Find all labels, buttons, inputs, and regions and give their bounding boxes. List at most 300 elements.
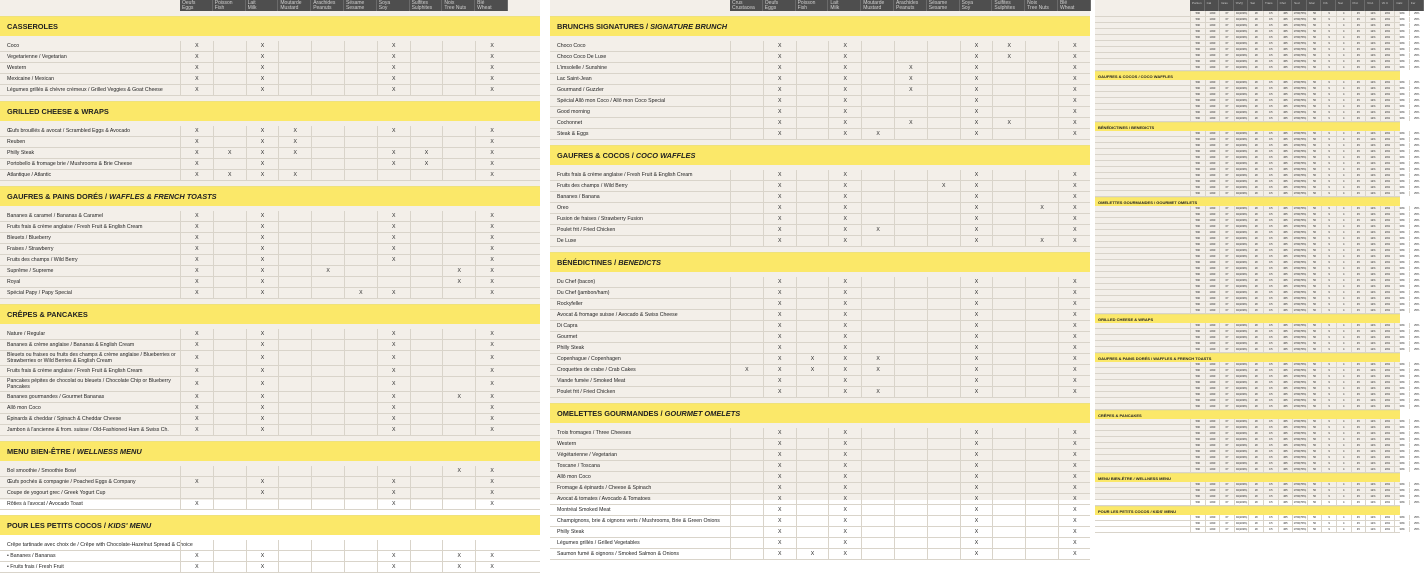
nutrition-cell: 1030 [1205,260,1220,265]
column-name-en: Sulphites [411,5,433,11]
allergen-cell [1025,365,1058,375]
allergen-mark: X [1058,365,1091,375]
allergen-mark: X [1058,450,1091,460]
nutrition-cell: 30% [1394,230,1409,235]
allergen-cell [311,222,344,232]
nutrition-cell: 25% [1409,35,1424,40]
nutrition-cell: 25% [1409,419,1424,424]
nutrition-cell: 1760(76%) [1293,444,1307,447]
nutrition-cell: 465 [1278,212,1293,217]
nutrition-cell: 30% [1394,488,1409,493]
nutrition-cell: 1760(76%) [1293,132,1307,135]
nutrition-cell: 4 [1336,380,1351,385]
nutrition-cell: 20% [1380,224,1395,229]
allergen-cell [213,477,246,487]
nutrition-cell: 45 [1351,35,1366,40]
allergen-cell [278,551,311,561]
nutrition-cell: 20% [1380,443,1395,448]
nutrition-cell: 1760(76%) [1293,30,1307,33]
nutrition-cell: 4 [1336,53,1351,58]
nutrition-cell: 590 [1190,494,1205,499]
allergen-mark: X [278,137,311,147]
allergen-cell [861,203,894,213]
nutrition-cell: 67 [1219,65,1234,70]
nutrition-cell: 30% [1394,161,1409,166]
nutrition-cell: 20% [1380,368,1395,373]
nutrition-cell: 67 [1219,392,1234,397]
allergen-mark: X [475,477,508,487]
nutrition-item-name [1095,347,1190,352]
nutrition-cell: 45 [1351,419,1366,424]
nutrition-cell: 67 [1219,284,1234,289]
nutrition-cell: 0.5 [1263,488,1278,493]
allergen-cell [992,170,1025,180]
nutrition-cell: 30% [1394,341,1409,346]
nutrition-cell: 0.5 [1263,494,1278,499]
nutrition-cell: 1030 [1205,230,1220,235]
nutrition-cell: 30% [1394,404,1409,409]
nutrition-cell: 1760(76%) [1293,267,1307,270]
nutrition-cell: 94(103%) [1234,362,1249,367]
nutrition-cell: 67 [1219,167,1234,172]
allergen-mark: X [992,52,1025,62]
nutrition-cell: 20% [1380,104,1395,109]
nutrition-cell: 67 [1219,149,1234,154]
allergen-cell [796,310,829,320]
nutrition-cell: 30% [1394,41,1409,46]
allergen-mark: X [475,551,508,561]
allergen-cell [894,483,927,493]
allergen-mark: X [442,551,475,561]
allergen-cell [927,505,960,515]
nutrition-cell: 45 [1351,329,1366,334]
section-header [550,252,1090,272]
allergen-mark: X [960,118,993,128]
nutrition-cell: 30% [1394,302,1409,307]
nutrition-cell: 12% [1365,17,1380,22]
allergen-mark: X [763,277,796,287]
allergen-mark: X [1058,527,1091,537]
nutrition-cell: 4 [1336,500,1351,505]
nutrition-cell: 56 [1307,515,1322,520]
allergen-cell [796,63,829,73]
allergen-cell [410,233,443,243]
allergen-cell [894,277,927,287]
nutrition-cell: 94(103%) [1234,155,1249,160]
allergen-cell [410,126,443,136]
nutrition-cell: 25% [1409,143,1424,148]
nutrition-cell: 94(103%) [1234,392,1249,397]
allergen-table-left [0,0,540,570]
nutrition-cell: 1030 [1205,98,1220,103]
nutrition-cell: 56 [1307,380,1322,385]
nutrition-cell: 0.5 [1263,335,1278,340]
item-name: • Bananes / Bananas [7,553,56,559]
nutrition-cell: 465 [1278,191,1293,196]
nutrition-cell: 56 [1307,224,1322,229]
allergen-cell [410,244,443,254]
nutrition-item-name [1095,467,1190,472]
allergen-mark: X [763,63,796,73]
nutrition-cell: 465 [1278,437,1293,442]
nutrition-cell: 30% [1394,59,1409,64]
nutrition-cell: 4 [1336,302,1351,307]
nutrition-item-name [1095,302,1190,307]
allergen-cell [992,214,1025,224]
nutrition-cell: 20% [1380,155,1395,160]
table-row [550,41,1090,52]
allergen-cell [992,354,1025,364]
nutrition-cell: 465 [1278,29,1293,34]
allergen-cell [442,488,475,498]
nutrition-cell: 30% [1394,362,1409,367]
allergen-mark: X [763,538,796,548]
nutrition-cell: 9 [1321,29,1336,34]
allergen-mark: X [180,63,213,73]
nutrition-cell: 590 [1190,278,1205,283]
column-name: Oeufs [764,0,779,6]
nutrition-cell: 45 [1351,278,1366,283]
nutrition-cell: 18 [1248,494,1263,499]
allergen-mark: X [475,137,508,147]
nutrition-cell: 4 [1336,521,1351,526]
nutrition-cell: 465 [1278,278,1293,283]
nutrition-cell: 590 [1190,161,1205,166]
nutrition-cell: 18 [1248,185,1263,190]
nutrition-cell: 12% [1365,323,1380,328]
nutrition-cell: 9 [1321,35,1336,40]
nutrition-column-header: Portion [1190,0,1205,11]
allergen-cell [278,74,311,84]
nutrition-cell: 12% [1365,494,1380,499]
table-row [0,74,540,85]
allergen-cell [213,499,246,509]
nutrition-column-header: %VQ [1234,0,1249,11]
allergen-cell [927,343,960,353]
allergen-mark: X [1058,277,1091,287]
nutrition-cell: 67 [1219,236,1234,241]
allergen-cell [992,549,1025,559]
nutrition-cell: 0.5 [1263,35,1278,40]
nutrition-cell: 0.5 [1263,92,1278,97]
nutrition-cell: 18 [1248,335,1263,340]
allergen-cell [1025,439,1058,449]
item-name: De Luxe [557,238,577,244]
allergen-cell [311,41,344,51]
allergen-cell [410,377,443,391]
allergen-cell [344,244,377,254]
nutrition-cell: 12% [1365,179,1380,184]
allergen-mark: X [1058,236,1091,246]
nutrition-cell: 94(103%) [1234,167,1249,172]
allergen-cell [344,403,377,413]
allergen-cell [377,540,410,550]
allergen-cell [213,74,246,84]
allergen-cell [992,236,1025,246]
allergen-cell [927,494,960,504]
nutrition-cell: 30% [1394,23,1409,28]
nutrition-cell: 56 [1307,467,1322,472]
allergen-cell [796,170,829,180]
nutrition-cell: 30% [1394,224,1409,229]
column-header [861,0,894,11]
allergen-cell [213,329,246,339]
nutrition-section-header: GAUFRES & PAINS DORÉS / WAFFLES & FRENCH TOASTS [1095,353,1400,362]
nutrition-cell: 94(103%) [1234,455,1249,460]
nutrition-cell: 1760(76%) [1293,261,1307,264]
nutrition-item-name [1095,191,1190,196]
nutrition-cell: 25% [1409,110,1424,115]
nutrition-cell: 12% [1365,266,1380,271]
nutrition-cell: 1760(76%) [1293,285,1307,288]
allergen-cell [992,181,1025,191]
allergen-mark: X [377,351,410,365]
allergen-cell [927,354,960,364]
nutrition-cell: 1030 [1205,218,1220,223]
nutrition-cell: 25% [1409,368,1424,373]
table-row [550,483,1090,494]
nutrition-cell: 18 [1248,431,1263,436]
nutrition-cell: 45 [1351,236,1366,241]
nutrition-cell: 18 [1248,266,1263,271]
nutrition-cell: 25% [1409,149,1424,154]
nutrition-cell: 56 [1307,527,1322,532]
allergen-cell [796,494,829,504]
nutrition-cell: 1030 [1205,143,1220,148]
allergen-cell [1025,129,1058,139]
nutrition-cell: 9 [1321,431,1336,436]
nutrition-cell: 18 [1248,488,1263,493]
nutrition-cell: 1760(76%) [1293,426,1307,429]
nutrition-cell: 1030 [1205,398,1220,403]
nutrition-cell: 0.5 [1263,206,1278,211]
nutrition-cell: 67 [1219,419,1234,424]
allergen-cell [475,540,508,550]
allergen-mark: X [180,477,213,487]
nutrition-cell: 9 [1321,488,1336,493]
table-row [550,332,1090,343]
nutrition-cell: 1030 [1205,242,1220,247]
nutrition-cell: 1030 [1205,104,1220,109]
nutrition-cell: 1030 [1205,59,1220,64]
nutrition-cell: 0.5 [1263,185,1278,190]
table-row [550,461,1090,472]
nutrition-cell: 1760(76%) [1293,66,1307,69]
nutrition-cell: 18 [1248,224,1263,229]
nutrition-cell: 0.5 [1263,431,1278,436]
nutrition-column-header: Sat [1248,0,1263,11]
nutrition-cell: 465 [1278,230,1293,235]
allergen-cell [344,137,377,147]
allergen-mark: X [763,181,796,191]
nutrition-cell: 25% [1409,65,1424,70]
nutrition-cell: 9 [1321,341,1336,346]
nutrition-cell: 45 [1351,110,1366,115]
allergen-cell [730,354,763,364]
table-row [0,351,540,366]
column-header [213,0,246,11]
nutrition-cell: 4 [1336,455,1351,460]
nutrition-cell: 590 [1190,29,1205,34]
allergen-cell [992,428,1025,438]
nutrition-cell: 20% [1380,296,1395,301]
nutrition-cell: 1030 [1205,500,1220,505]
nutrition-cell: 45 [1351,386,1366,391]
nutrition-cell: 590 [1190,449,1205,454]
nutrition-cell: 18 [1248,437,1263,442]
nutrition-cell: 67 [1219,248,1234,253]
allergen-cell [410,170,443,180]
nutrition-cell: 94(103%) [1234,179,1249,184]
nutrition-column-header: Vit C [1380,0,1395,11]
nutrition-cell: 45 [1351,206,1366,211]
nutrition-cell: 1030 [1205,515,1220,520]
allergen-cell [180,488,213,498]
allergen-mark: X [828,494,861,504]
nutrition-cell: 4 [1336,386,1351,391]
allergen-mark: X [246,63,279,73]
allergen-mark: X [246,329,279,339]
nutrition-cell: 94(103%) [1234,254,1249,259]
nutrition-cell: 94(103%) [1234,431,1249,436]
nutrition-cell: 45 [1351,437,1366,442]
nutrition-cell: 465 [1278,521,1293,526]
nutrition-cell: 1030 [1205,224,1220,229]
section-title: MENU BIEN-ÊTRE / [7,447,77,456]
nutrition-cell: 30% [1394,254,1409,259]
nutrition-cell: 1760(76%) [1293,456,1307,459]
allergen-mark: X [246,211,279,221]
nutrition-cell: 56 [1307,425,1322,430]
nutrition-cell: 0.5 [1263,296,1278,301]
allergen-mark: X [960,472,993,482]
allergen-cell [861,277,894,287]
allergen-mark: X [311,266,344,276]
nutrition-cell: 25% [1409,161,1424,166]
allergen-mark: X [475,126,508,136]
nutrition-cell: 18 [1248,131,1263,136]
allergen-cell [278,540,311,550]
nutrition-cell: 45 [1351,284,1366,289]
allergen-cell [796,96,829,106]
nutrition-cell: 94(103%) [1234,521,1249,526]
nutrition-cell: 56 [1307,137,1322,142]
nutrition-cell: 30% [1394,80,1409,85]
nutrition-item-name [1095,260,1190,265]
nutrition-cell: 9 [1321,41,1336,46]
nutrition-cell: 1030 [1205,185,1220,190]
allergen-mark: X [475,266,508,276]
nutrition-cell: 45 [1351,218,1366,223]
allergen-cell [442,425,475,435]
nutrition-cell: 20% [1380,455,1395,460]
allergen-cell [992,461,1025,471]
nutrition-item-name [1095,218,1190,223]
nutrition-cell: 12% [1365,449,1380,454]
nutrition-cell: 465 [1278,308,1293,313]
item-name: Montréal Smoked Meat [557,507,611,513]
nutrition-cell: 56 [1307,347,1322,352]
allergen-cell [927,549,960,559]
section-header [550,16,1090,36]
nutrition-cell: 1030 [1205,11,1220,16]
nutrition-cell: 4 [1336,308,1351,313]
allergen-mark: X [960,236,993,246]
allergen-cell [442,52,475,62]
nutrition-cell: 94(103%) [1234,482,1249,487]
allergen-cell [410,403,443,413]
nutrition-cell: 1760(76%) [1293,309,1307,312]
allergen-mark: X [960,299,993,309]
allergen-cell [861,450,894,460]
nutrition-cell: 9 [1321,254,1336,259]
nutrition-cell: 45 [1351,149,1366,154]
nutrition-cell: 0.5 [1263,302,1278,307]
nutrition-cell: 18 [1248,272,1263,277]
nutrition-column-header: Fib [1321,0,1336,11]
nutrition-cell: 94(103%) [1234,98,1249,103]
nutrition-cell: 4 [1336,137,1351,142]
nutrition-cell: 18 [1248,104,1263,109]
allergen-mark: X [410,159,443,169]
table-row [550,129,1090,140]
allergen-cell [410,466,443,476]
nutrition-cell: 56 [1307,236,1322,241]
item-name: Fusion de fraises / Strawberry Fusion [557,216,643,222]
nutrition-cell: 56 [1307,116,1322,121]
nutrition-cell: 590 [1190,191,1205,196]
allergen-cell [442,477,475,487]
allergen-mark: X [442,562,475,572]
allergen-mark: X [828,41,861,51]
allergen-cell [377,277,410,287]
nutrition-cell: 12% [1365,173,1380,178]
nutrition-cell: 465 [1278,368,1293,373]
allergen-mark: X [828,516,861,526]
nutrition-cell: 590 [1190,143,1205,148]
nutrition-cell: 94(103%) [1234,425,1249,430]
allergen-cell [442,170,475,180]
allergen-mark: X [377,255,410,265]
allergen-cell [442,329,475,339]
nutrition-cell: 12% [1365,368,1380,373]
allergen-mark: X [828,236,861,246]
nutrition-cell: 9 [1321,404,1336,409]
nutrition-cell: 56 [1307,17,1322,22]
allergen-cell [311,126,344,136]
nutrition-cell: 9 [1321,386,1336,391]
nutrition-cell: 45 [1351,212,1366,217]
nutrition-cell: 30% [1394,500,1409,505]
nutrition-cell: 590 [1190,47,1205,52]
nutrition-cell: 465 [1278,419,1293,424]
allergen-mark: X [1058,181,1091,191]
allergen-cell [796,236,829,246]
allergen-mark: X [1058,376,1091,386]
allergen-mark: X [246,425,279,435]
column-name: Crus [732,0,743,6]
nutrition-cell: 4 [1336,329,1351,334]
nutrition-cell: 9 [1321,500,1336,505]
allergen-mark: X [828,299,861,309]
nutrition-cell: 20% [1380,404,1395,409]
allergen-mark: X [960,41,993,51]
allergen-cell [927,387,960,397]
allergen-cell [1025,549,1058,559]
nutrition-cell: 1760(76%) [1293,387,1307,390]
nutrition-cell: 4 [1336,218,1351,223]
nutrition-cell: 45 [1351,191,1366,196]
